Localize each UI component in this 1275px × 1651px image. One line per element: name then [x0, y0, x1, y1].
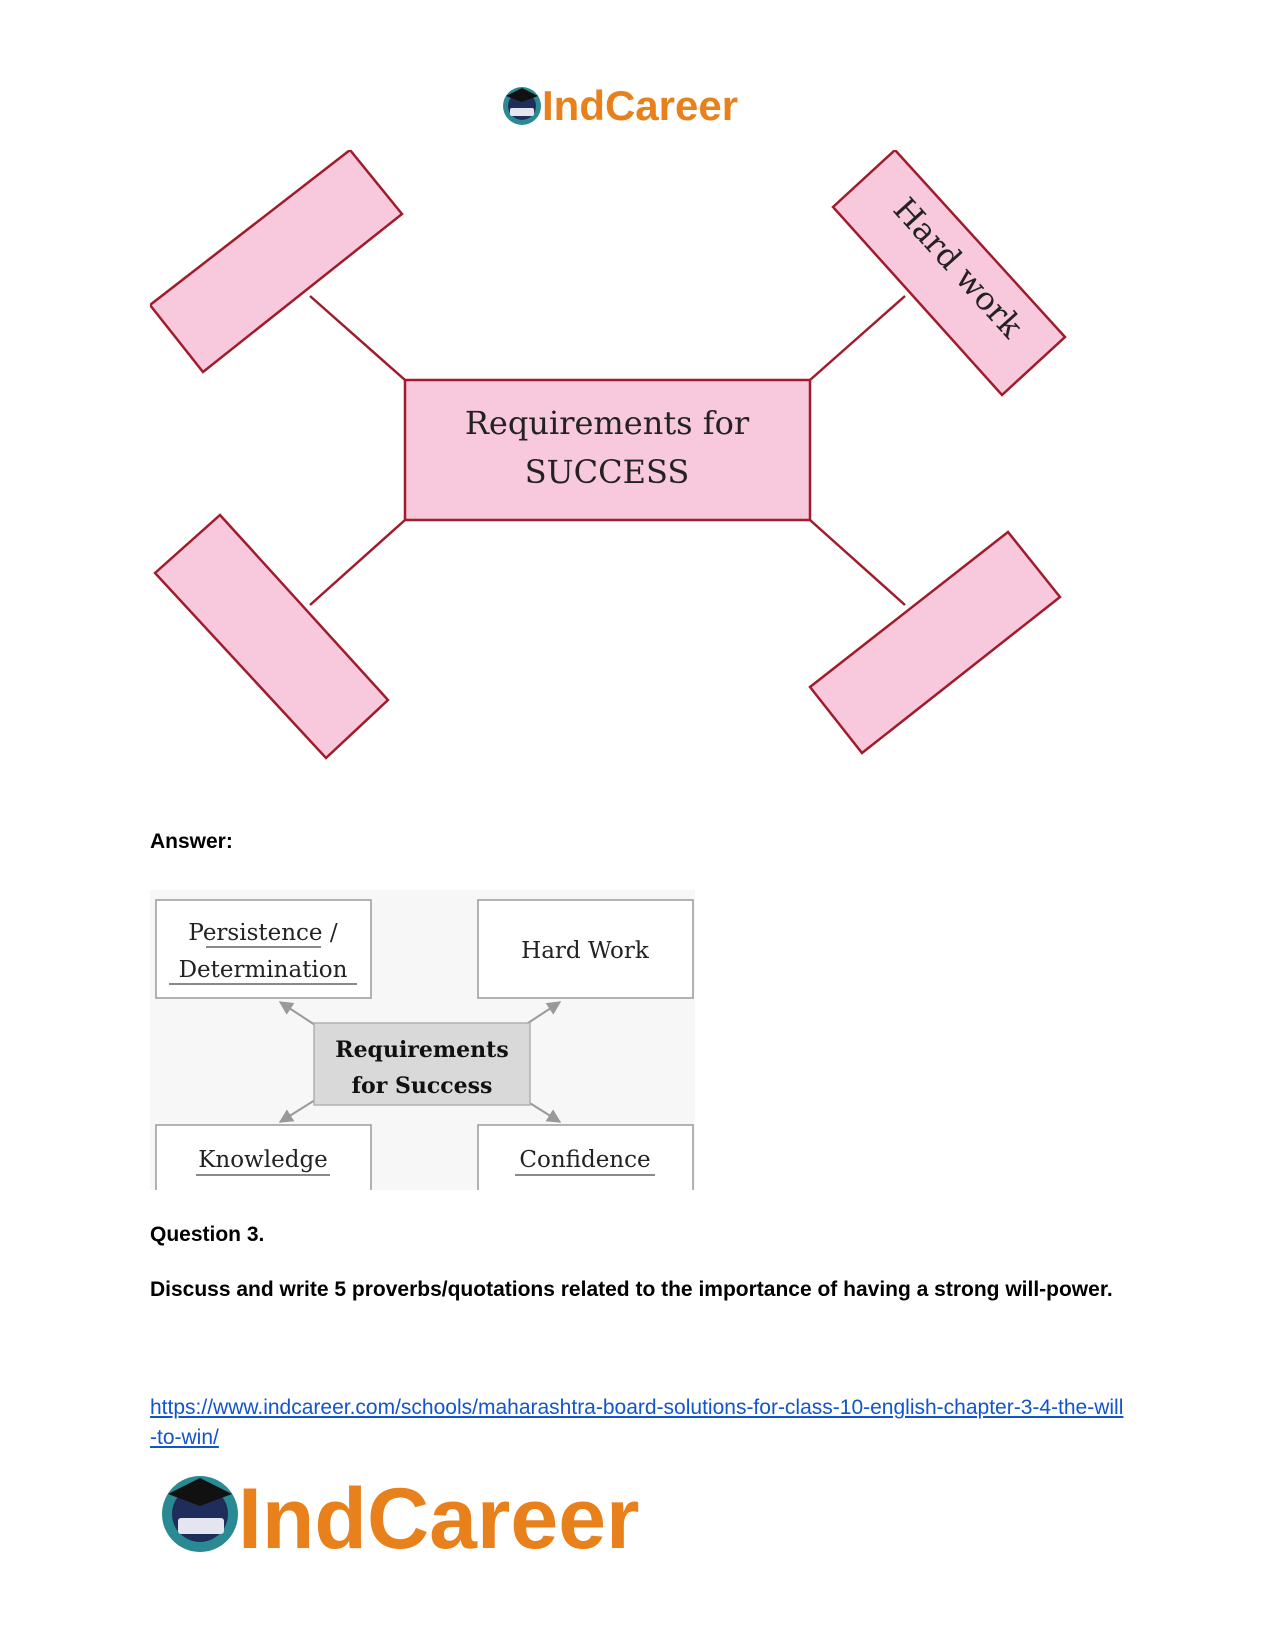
box-center [405, 380, 810, 520]
indcareer-logo-top [500, 78, 780, 130]
center-label-line1: Requirements for [464, 404, 750, 442]
connector-top-left [310, 296, 405, 380]
logo-wordmark: IndCareer [238, 1471, 640, 1562]
connector-bottom-left [310, 520, 405, 605]
answer-box-top-left [156, 900, 371, 998]
connector-bottom-right [810, 520, 905, 605]
question-text: Discuss and write 5 proverbs/quotations related to the importance of having a strong will-power. [150, 1278, 1113, 1301]
box-bottom-left [155, 515, 388, 758]
indcareer-logo-bottom [158, 1462, 698, 1562]
connector-top-right [810, 296, 905, 380]
answer-bottom-right: Confidence [519, 1147, 651, 1173]
answer-top-left-line1: Persistence / [188, 920, 338, 946]
box-top-left [150, 150, 402, 372]
box-bottom-right [810, 532, 1060, 753]
question-diagram [150, 150, 1130, 810]
top-right-label: Hard work [885, 190, 1031, 346]
center-label-line2: SUCCESS [524, 453, 690, 491]
answer-center-line2: for Success [351, 1073, 493, 1099]
source-link[interactable]: https://www.indcareer.com/schools/maharashtra-board-solutions-for-class-10-english-chapter-3-4-the-will-to-win/ [150, 1396, 1124, 1449]
graduation-cap-icon [162, 1476, 238, 1552]
graduation-cap-icon [503, 87, 541, 125]
answer-diagram [150, 890, 695, 1190]
answer-center-line1: Requirements [335, 1037, 509, 1063]
answer-top-right: Hard Work [521, 938, 649, 964]
question-number: Question 3. [150, 1223, 265, 1246]
answer-label: Answer: [150, 830, 233, 853]
answer-bottom-left: Knowledge [198, 1147, 328, 1173]
logo-wordmark: IndCareer [542, 82, 739, 129]
answer-top-left-line2: Determination [178, 957, 348, 983]
